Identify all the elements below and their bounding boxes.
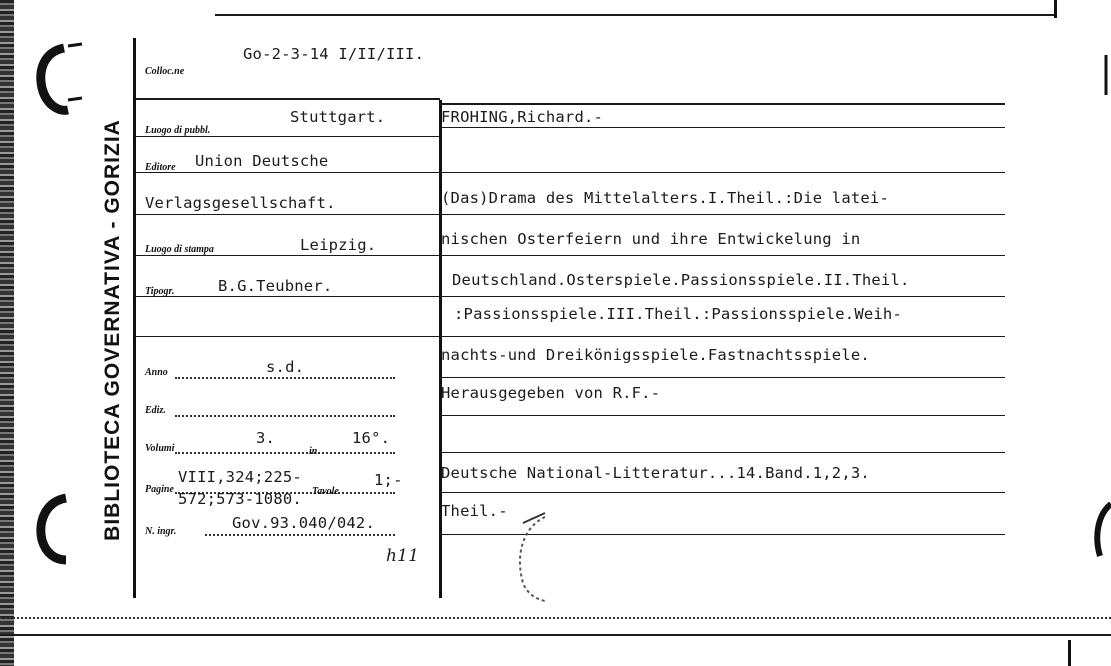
rule-left-2 bbox=[135, 172, 440, 173]
rule-left-5 bbox=[135, 296, 440, 297]
right-edge-mark-icon bbox=[1090, 500, 1111, 570]
label-edizione: Ediz. bbox=[145, 405, 166, 416]
institution-vertical-text: BIBLIOTECA GOVERNATIVA - GORIZIA bbox=[101, 119, 124, 541]
right-edge-tick-icon bbox=[1098, 55, 1111, 95]
rule-left-11 bbox=[205, 534, 395, 536]
entry-author: FROHING,Richard.- bbox=[441, 108, 604, 126]
top-rule bbox=[215, 14, 1055, 16]
value-n-ingresso: Gov.93.040/042. bbox=[232, 514, 375, 532]
rule-collocazione-bottom bbox=[135, 98, 440, 100]
entry-title-line-2: nischen Osterfeiern und ihre Entwickelung in bbox=[441, 230, 861, 248]
bottom-rule bbox=[0, 634, 1111, 636]
rule-author-line2 bbox=[440, 127, 1005, 128]
rule-left-7 bbox=[175, 377, 395, 379]
value-tavole: 1;- bbox=[374, 471, 403, 489]
bottom-right-tick bbox=[1068, 640, 1071, 666]
entry-title-line-6: Herausgegeben von R.F.- bbox=[441, 384, 661, 402]
value-luogo-stampa: Leipzig. bbox=[300, 236, 377, 254]
entry-title-line-3: Deutschland.Osterspiele.Passionsspiele.II.Theil. bbox=[452, 271, 910, 289]
handwritten-note: h11 bbox=[386, 546, 420, 566]
label-volumi: Volumi bbox=[145, 443, 175, 454]
rule-right-1 bbox=[440, 172, 1005, 173]
entry-title-line-4: :Passionsspiele.III.Theil.:Passionsspiele.Weih- bbox=[454, 305, 902, 323]
value-tipografo: B.G.Teubner. bbox=[218, 277, 333, 295]
rule-left-8 bbox=[175, 415, 395, 417]
entry-series-line-2: Theil.- bbox=[441, 502, 508, 520]
label-tipografo: Tipogr. bbox=[145, 286, 175, 297]
label-collocazione: Colloc.ne bbox=[145, 66, 185, 77]
label-anno: Anno bbox=[145, 367, 168, 378]
value-collocazione: Go-2-3-14 I/II/III. bbox=[243, 45, 425, 63]
value-formato: 16°. bbox=[352, 429, 391, 447]
left-vertical-rule bbox=[133, 38, 136, 598]
label-in: in bbox=[309, 446, 318, 457]
rule-right-3 bbox=[440, 255, 1005, 256]
value-luogo-pubbl: Stuttgart. bbox=[290, 108, 386, 126]
value-editore-line1: Union Deutsche bbox=[195, 152, 329, 170]
label-tavole: Tavole bbox=[312, 486, 339, 497]
hole-mark-bottom-icon bbox=[26, 490, 76, 570]
label-n-ingresso: N. ingr. bbox=[145, 526, 177, 537]
label-luogo-stampa: Luogo di stampa bbox=[145, 244, 214, 255]
rule-left-6 bbox=[135, 336, 440, 337]
rule-left-3 bbox=[135, 214, 440, 215]
rule-left-4 bbox=[135, 255, 440, 256]
entry-title-line-5: nachts-und Dreikönigsspiele.Fastnachtsspiele. bbox=[441, 346, 870, 364]
value-volumi: 3. bbox=[256, 429, 276, 447]
rule-author-line bbox=[440, 103, 1005, 105]
rule-right-9 bbox=[440, 492, 1005, 493]
rule-right-8 bbox=[440, 452, 1005, 453]
rule-left-9 bbox=[175, 452, 395, 454]
rule-right-7 bbox=[440, 415, 1005, 416]
rule-right-6 bbox=[440, 377, 1005, 378]
stamp-mark-icon bbox=[505, 505, 575, 605]
hole-mark-top-icon bbox=[24, 40, 84, 120]
scan-edge-left bbox=[0, 0, 14, 666]
value-editore-line2: Verlagsgesellschaft. bbox=[145, 194, 336, 212]
rule-left-1 bbox=[135, 136, 440, 137]
rule-right-5 bbox=[440, 336, 1005, 337]
top-right-tick bbox=[1054, 0, 1057, 18]
value-pagine-line2: 572;573-1080. bbox=[178, 490, 302, 508]
label-luogo-pubbl: Luogo di pubbl. bbox=[145, 125, 211, 136]
value-anno: s.d. bbox=[266, 358, 305, 376]
rule-right-2 bbox=[440, 214, 1005, 215]
label-editore: Editore bbox=[145, 162, 176, 173]
entry-title-line-1: (Das)Drama des Mittelalters.I.Theil.:Die latei- bbox=[441, 189, 889, 207]
entry-series-line-1: Deutsche National-Litteratur...14.Band.1,2,3. bbox=[441, 464, 870, 482]
label-pagine: Pagine bbox=[145, 484, 174, 495]
value-pagine-line1: VIII,324;225- bbox=[178, 468, 302, 486]
rule-right-4 bbox=[440, 296, 1005, 297]
bottom-rule-dotted bbox=[0, 617, 1111, 619]
